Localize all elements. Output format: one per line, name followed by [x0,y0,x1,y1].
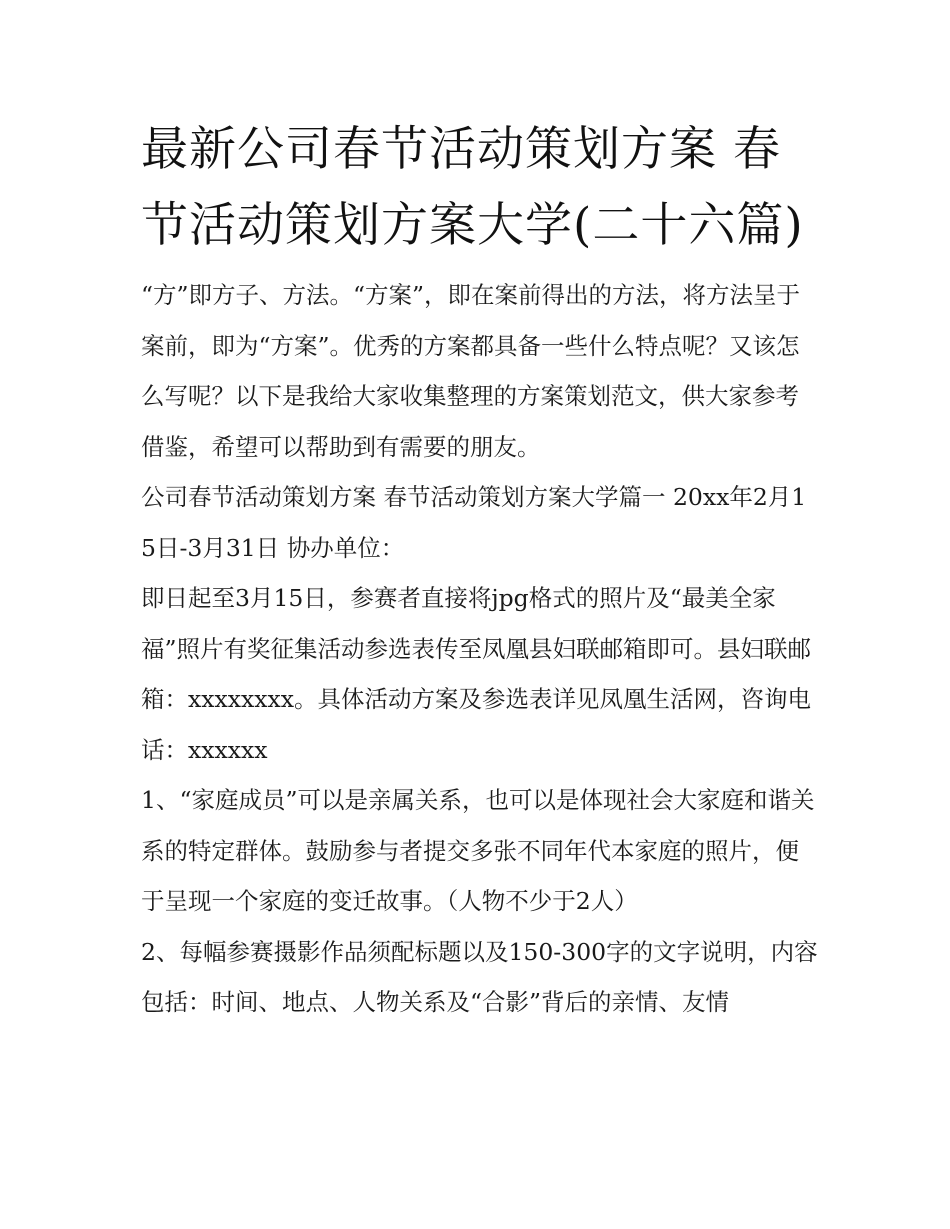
submission-paragraph: 即日起至3月15日，参赛者直接将jpg格式的照片及“最美全家福”照片有奖征集活动参选表传至凤凰县妇联邮箱即可。县妇联邮箱：xxxxxxxx。具体活动方案及参选表详见凤凰生活网，咨询电话：xxxxxx [141,584,812,764]
document-page [141,112,821,1028]
rule-item-1: 1、“家庭成员”可以是亲属关系，也可以是体现社会大家庭和谐关系的特定群体。鼓励参与者提交多张不同年代本家庭的照片，便于呈现一个家庭的变迁故事。（人物不少于2人） [141,786,815,915]
intro-paragraph: “方”即方子、方法。“方案”，即在案前得出的方法，将方法呈于案前，即为“方案”。优秀的方案都具备一些什么特点呢？又该怎么写呢？以下是我给大家收集整理的方案策划范文，供大家参考借鉴，希望可以帮助到有需要的朋友。 [141,281,801,461]
rule-item-2: 2、每幅参赛摄影作品须配标题以及150-300字的文字说明，内容包括：时间、地点、人物关系及“合影”背后的亲情、友情 [141,937,818,1016]
document-title: 最新公司春节活动策划方案 春节活动策划方案大学(二十六篇) [141,122,804,253]
section-heading-paragraph: 公司春节活动策划方案 春节活动策划方案大学篇一 20xx年2月15日-3月31日 协办单位： [141,483,807,562]
